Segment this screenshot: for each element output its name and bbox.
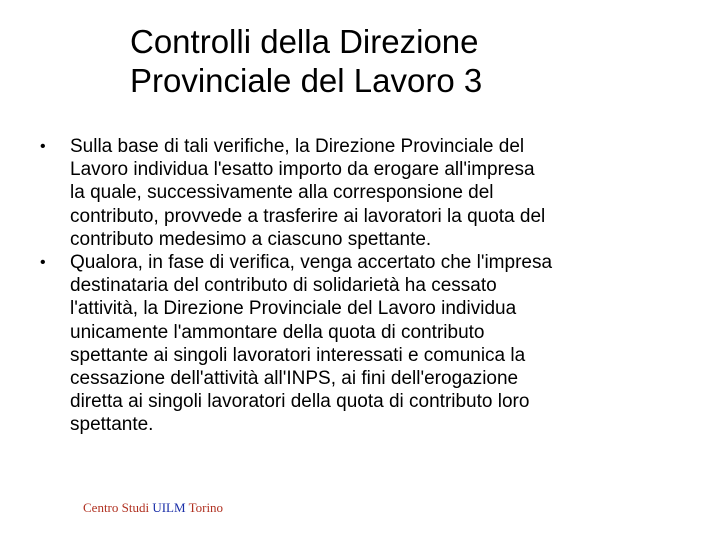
footer-text-uilm: UILM <box>152 500 186 515</box>
footer-credit <box>83 500 223 516</box>
bullet-line: la quale, successivamente alla corresponsione del <box>70 182 494 204</box>
bullet-item <box>40 251 680 437</box>
bullet-icon: • <box>40 138 46 155</box>
bullet-line: Qualora, in fase di verifica, venga accertato che l'impresa <box>70 252 553 274</box>
bullet-line: Lavoro individua l'esatto importo da erogare all'impresa <box>70 159 535 181</box>
bullet-line: cessazione dell'attività all'INPS, ai fini dell'erogazione <box>70 368 519 390</box>
bullet-list <box>40 135 680 437</box>
bullet-line: contributo medesimo a ciascuno spettante. <box>70 228 432 250</box>
title-line-2: Provinciale del Lavoro 3 <box>130 62 483 99</box>
bullet-line: destinataria del contributo di solidarietà ha cessato <box>70 275 497 297</box>
bullet-line: Sulla base di tali verifiche, la Direzione Provinciale del <box>70 136 525 157</box>
title-line-1: Controlli della Direzione <box>130 23 479 60</box>
bullet-line: contributo, provvede a trasferire ai lavoratori la quota del <box>70 205 546 227</box>
bullet-line: diretta ai singoli lavoratori della quota di contributo loro <box>70 391 530 413</box>
bullet-line: spettante. <box>70 414 154 436</box>
bullet-line: spettante ai singoli lavoratori interessati e comunica la <box>70 344 526 366</box>
footer-text-torino: Torino <box>185 500 224 515</box>
bullet-icon: • <box>40 254 46 272</box>
bullet-line: l'attività, la Direzione Provinciale del Lavoro individua <box>70 298 517 320</box>
bullet-item <box>40 135 680 251</box>
bullet-line: unicamente l'ammontare della quota di contributo <box>70 321 485 343</box>
slide-title <box>130 22 690 100</box>
footer-text-centro-studi: Centro Studi <box>83 500 153 515</box>
